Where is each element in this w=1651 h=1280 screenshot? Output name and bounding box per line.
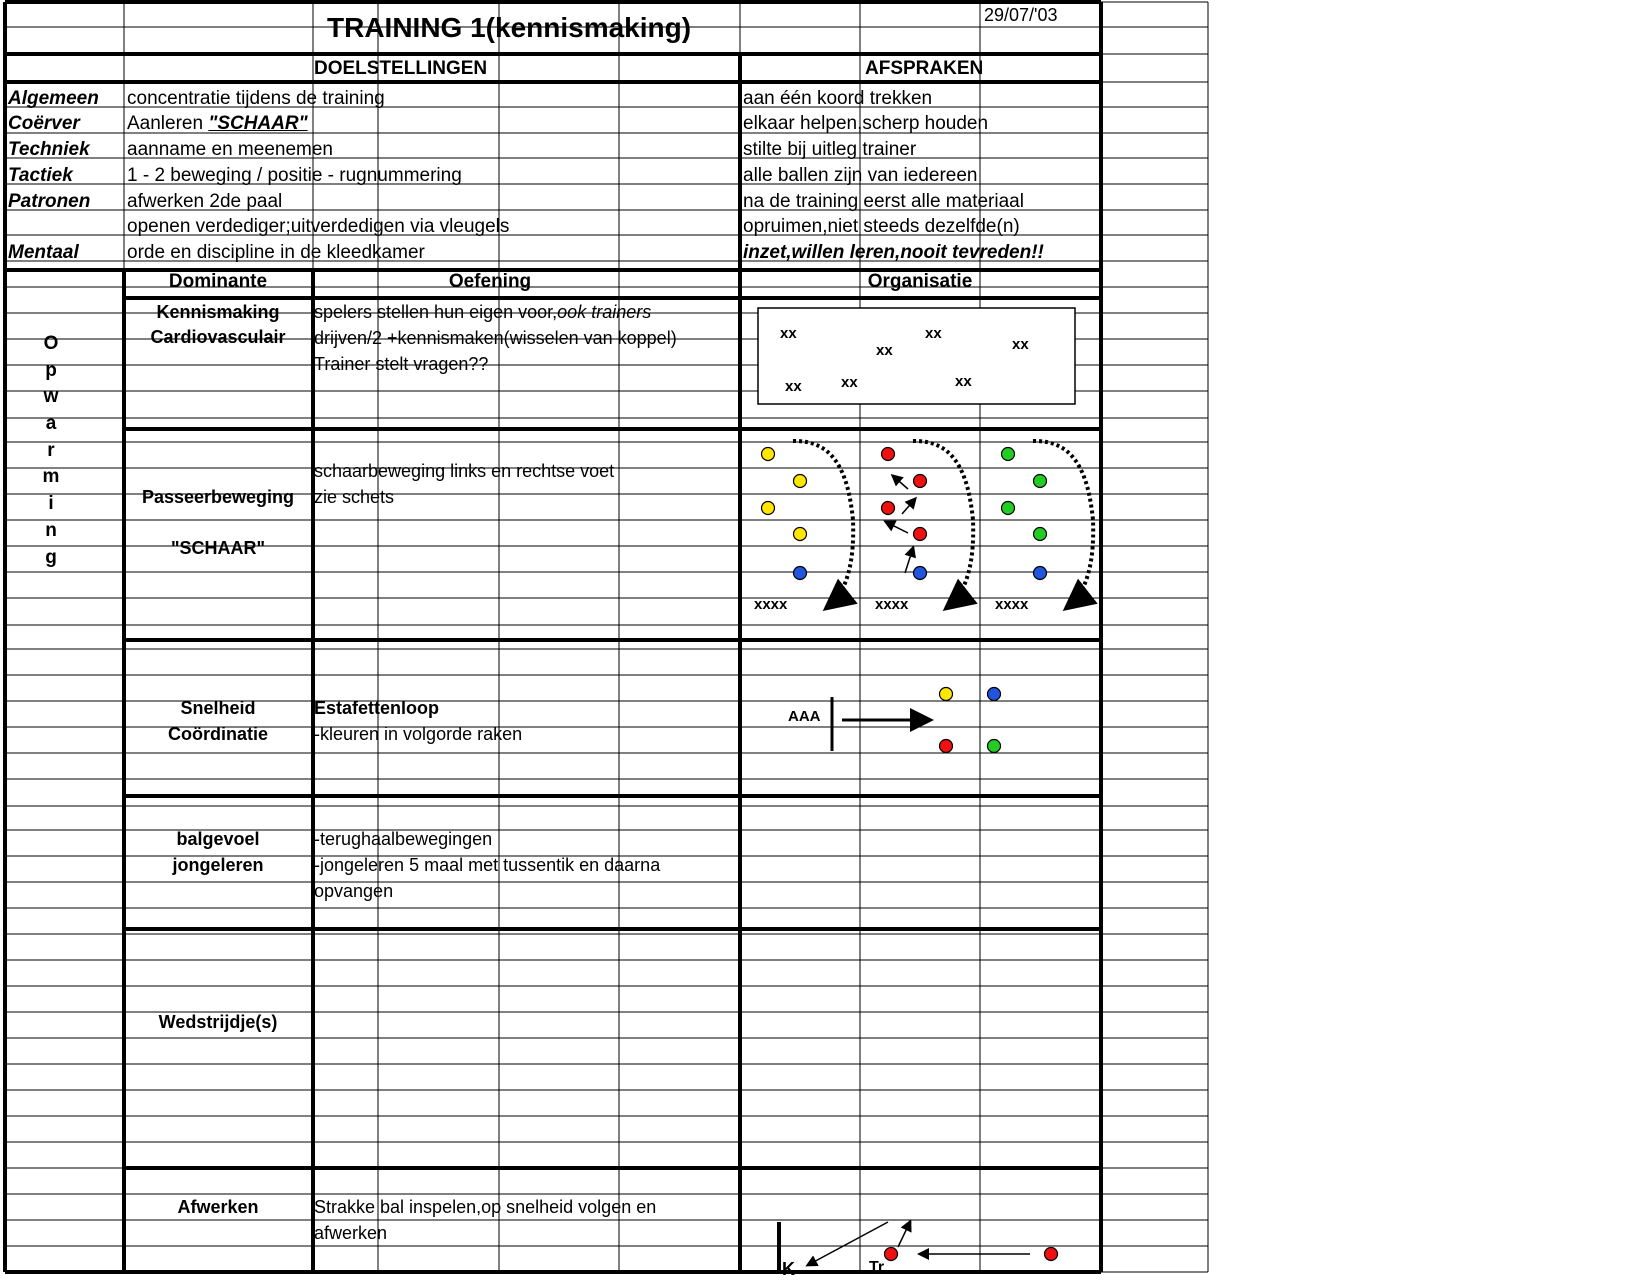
column-header-organisatie: Organisatie <box>867 271 973 292</box>
player-pair-label: xx <box>955 373 972 390</box>
goal-text: openen verdediger;uitverdedigen via vleugels <box>127 216 510 237</box>
player-pair-label: xx <box>925 325 942 342</box>
player-pair-label: xx <box>841 374 858 391</box>
goal-text: 1 - 2 beweging / positie - rugnummering <box>127 165 462 186</box>
ball-dot <box>794 567 807 580</box>
cone-dot <box>914 528 927 541</box>
afspraken-heading: AFSPRAKEN <box>865 58 984 79</box>
oefening-line: schaarbeweging links en rechtse voet <box>314 461 615 481</box>
afspraak-item: opruimen,niet steeds dezelfde(n) <box>743 216 1020 237</box>
oefening-line: Estafettenloop <box>314 698 440 718</box>
goal-text: afwerken 2de paal <box>127 191 283 212</box>
goal-text: aanname en meenemen <box>127 139 333 160</box>
goal-text <box>127 113 308 135</box>
cone-dot <box>988 688 1001 701</box>
dominante-item: Coördinatie <box>167 724 269 744</box>
dominante-item: balgevoel <box>176 829 260 849</box>
phase-label-letter: w <box>43 386 59 408</box>
movement-arrow <box>886 522 908 533</box>
relay-players-label: AAA <box>788 708 821 725</box>
dominante-item: Passeerbeweging <box>141 487 295 507</box>
oefening-line: zie schets <box>314 487 395 507</box>
cone-dot <box>882 448 895 461</box>
cone-dot <box>914 475 927 488</box>
goal-category: Algemeen <box>8 88 99 109</box>
oefening-line: drijven/2 +kennismaken(wisselen van koppel) <box>314 328 677 348</box>
goal-category: Techniek <box>8 139 90 160</box>
cone-dot <box>882 502 895 515</box>
afspraak-item: aan één koord trekken <box>743 88 933 109</box>
movement-arrow <box>893 476 908 489</box>
goal-text: concentratie tijdens de training <box>127 88 385 109</box>
cone-dot <box>1002 502 1015 515</box>
dominante-item: Cardiovasculair <box>150 327 286 347</box>
phase-label-letter: a <box>45 413 57 435</box>
player-group-label: xxxx <box>754 596 788 613</box>
cone-dot <box>762 448 775 461</box>
dominante-item: Snelheid <box>180 698 256 718</box>
dominante-item: Afwerken <box>177 1197 259 1217</box>
cone-dot <box>1002 448 1015 461</box>
cone-dot <box>1034 528 1047 541</box>
oefening-line: -jongeleren 5 maal met tussentik en daarna <box>314 855 661 875</box>
run-path-arrow <box>793 441 853 606</box>
dominante-item: Kennismaking <box>156 302 280 322</box>
cone-dot <box>794 475 807 488</box>
movement-arrow <box>902 499 915 514</box>
oefening-line: -terughaalbewegingen <box>314 829 493 849</box>
cone-dot <box>1034 475 1047 488</box>
oefening-italic-text: ook trainers <box>557 302 652 322</box>
warmup-field <box>758 308 1075 404</box>
player-pair-label: xx <box>785 378 802 395</box>
player-group-label: xxxx <box>995 596 1029 613</box>
phase-label-letter: r <box>47 439 55 461</box>
goal-category: Mentaal <box>8 242 79 263</box>
goal-category: Coërver <box>8 113 80 134</box>
oefening-text: spelers stellen hun eigen voor, <box>314 302 558 322</box>
keeper-label: K <box>782 1259 795 1279</box>
player-dot <box>885 1248 898 1261</box>
phase-label-letter: n <box>45 519 57 541</box>
column-header-oefening: Oefening <box>448 271 532 292</box>
run-path-arrow <box>1033 441 1093 606</box>
run-arrow <box>898 1222 910 1247</box>
afspraak-item: na de training eerst alle materiaal <box>743 191 1024 212</box>
player-pair-label: xx <box>876 342 893 359</box>
afspraak-item: elkaar helpen,scherp houden <box>743 113 989 134</box>
oefening-line <box>314 301 651 323</box>
cone-dot <box>794 528 807 541</box>
goal-text: orde en discipline in de kleedkamer <box>127 242 425 263</box>
phase-label-letter: g <box>45 546 57 568</box>
afspraak-item: inzet,willen leren,nooit tevreden!! <box>743 242 1044 263</box>
oefening-line: -kleuren in volgorde raken <box>314 724 523 744</box>
cone-dot <box>940 688 953 701</box>
oefening-line: opvangen <box>314 881 394 901</box>
dominante-item: "SCHAAR" <box>170 538 266 558</box>
page-title: TRAINING 1(kennismaking) <box>327 12 692 43</box>
phase-label-letter: p <box>45 359 57 381</box>
player-dot <box>1045 1248 1058 1261</box>
phase-label-letter: O <box>43 333 59 354</box>
goal-emphasis: "SCHAAR" <box>208 113 308 134</box>
ball-dot <box>914 567 927 580</box>
movement-arrow <box>905 548 913 573</box>
player-group-label: xxxx <box>875 596 909 613</box>
goal-category: Patronen <box>8 191 91 212</box>
run-path-arrow <box>913 441 973 606</box>
oefening-line: afwerken <box>314 1223 388 1243</box>
column-header-dominante: Dominante <box>168 271 268 292</box>
afspraak-item: alle ballen zijn van iedereen <box>743 165 978 186</box>
afspraak-item: stilte bij uitleg trainer <box>743 139 917 160</box>
goal-category: Tactiek <box>8 165 73 186</box>
phase-label-letter: m <box>42 466 60 488</box>
cone-dot <box>988 740 1001 753</box>
phase-label-letter: i <box>48 493 54 515</box>
dominante-item: Wedstrijdje(s) <box>158 1012 278 1032</box>
trainer-label: Tr <box>869 1259 885 1276</box>
dominante-item: jongeleren <box>172 855 264 875</box>
date: 29/07/'03 <box>984 5 1058 25</box>
phase-label-opwarming <box>40 331 62 571</box>
cone-dot <box>762 502 775 515</box>
player-pair-label: xx <box>1012 336 1029 353</box>
oefening-line: Trainer stelt vragen?? <box>314 354 489 374</box>
cone-dot <box>940 740 953 753</box>
doelstellingen-heading: DOELSTELLINGEN <box>314 58 488 79</box>
player-pair-label: xx <box>780 325 797 342</box>
oefening-line: Strakke bal inspelen,op snelheid volgen en <box>314 1197 657 1217</box>
goal-text-prefix: Aanleren <box>127 113 209 134</box>
ball-dot <box>1034 567 1047 580</box>
